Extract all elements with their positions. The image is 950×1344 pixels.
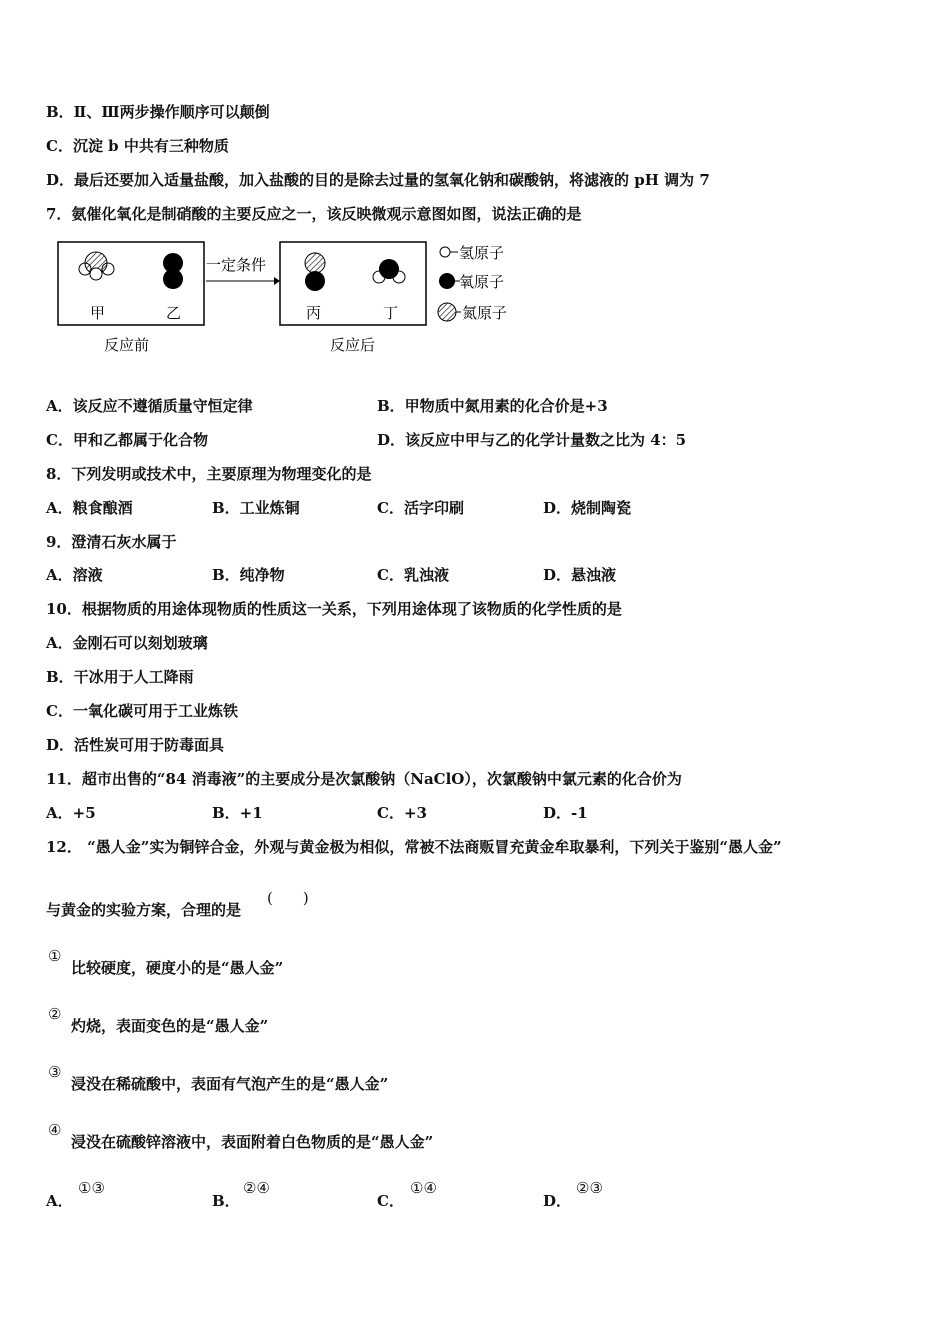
q12-item3-text: 浸没在稀硫酸中，表面有气泡产生的是“愚人金”: [71, 1075, 389, 1093]
q11-option-c: C．+3: [377, 804, 427, 822]
q11-option-a: A．+5: [46, 804, 96, 822]
q12-option-a-value: ①③: [78, 1179, 105, 1197]
legend-nitrogen: [438, 303, 507, 322]
q7-option-b: B．甲物质中氮用素的化合价是+3: [377, 397, 608, 415]
svg-text:氧原子: 氧原子: [459, 273, 505, 291]
q10-stem: 10．根据物质的用途体现物质的性质这一关系，下列用途体现了该物质的化学性质的是: [46, 600, 622, 618]
q10-option-c: C．一氧化碳可用于工业炼铁: [46, 702, 238, 720]
q12-item2-num: ②: [48, 1005, 62, 1023]
q8-option-a: A．粮食酿酒: [46, 499, 133, 517]
svg-text:氮原子: 氮原子: [462, 304, 508, 322]
q6-option-b: B．Ⅱ、Ⅲ两步操作顺序可以颠倒: [46, 103, 270, 121]
q8-option-d: D．烧制陶瓷: [543, 499, 632, 517]
label-ding: 丁: [383, 304, 399, 322]
q12-option-b: B．: [212, 1192, 240, 1210]
label-bing: 丙: [306, 304, 322, 322]
q12-stem-line2: 与黄金的实验方案，合理的是: [46, 901, 242, 919]
q12-stem-line1: 12． “愚人金”实为铜锌合金，外观与黄金极为相似，常被不法商贩冒充黄金牟取暴利，下列关于鉴别“愚人金”: [46, 838, 782, 856]
before-box: [58, 242, 204, 325]
q9-stem: 9．澄清石灰水属于: [46, 533, 177, 551]
q12-option-d: D．: [543, 1192, 572, 1210]
legend-oxygen: [439, 273, 504, 291]
q12-item4-num: ④: [48, 1121, 62, 1139]
label-after: 反应后: [330, 336, 376, 354]
q6-option-d: D．最后还要加入适量盐酸，加入盐酸的目的是除去过量的氢氧化钠和碳酸钠，将滤液的 pH 调为 7: [46, 171, 710, 189]
q8-option-c: C．活字印刷: [377, 499, 464, 517]
q12-item1-num: ①: [48, 947, 62, 965]
legend-hydrogen: [440, 244, 504, 262]
q9-option-d: D．悬浊液: [543, 566, 617, 584]
label-yi: 乙: [166, 304, 182, 322]
q7-stem: 7．氨催化氧化是制硝酸的主要反应之一，该反映微观示意图如图，说法正确的是: [46, 205, 582, 223]
q6-option-c: C．沉淀 b 中共有三种物质: [46, 137, 229, 155]
q11-option-b: B．+1: [212, 804, 263, 822]
svg-text:氢原子: 氢原子: [459, 244, 505, 262]
jia-molecule: [79, 252, 114, 280]
q12-option-d-value: ②③: [576, 1179, 603, 1197]
q8-option-b: B．工业炼铜: [212, 499, 300, 517]
q10-option-b: B．干冰用于人工降雨: [46, 668, 194, 686]
label-before: 反应前: [104, 336, 150, 354]
reaction-diagram: [56, 236, 556, 366]
q7-option-a: A．该反应不遵循质量守恒定律: [46, 397, 253, 415]
q12-item3-num: ③: [48, 1063, 62, 1081]
yi-molecule: [163, 253, 183, 289]
q9-option-c: C．乳浊液: [377, 566, 449, 584]
after-box: [280, 242, 426, 325]
q12-option-c-value: ①④: [410, 1179, 437, 1197]
bing-molecule: [305, 253, 325, 291]
q7-option-d: D．该反应中甲与乙的化学计量数之比为 4：5: [377, 431, 687, 449]
q12-item4-text: 浸没在硫酸锌溶液中，表面附着白色物质的是“愚人金”: [71, 1133, 434, 1151]
q12-option-b-value: ②④: [243, 1179, 270, 1197]
q10-option-d: D．活性炭可用于防毒面具: [46, 736, 225, 754]
q9-option-b: B．纯净物: [212, 566, 285, 584]
q11-option-d: D．-1: [543, 804, 588, 822]
q10-option-a: A．金刚石可以刻划玻璃: [46, 634, 208, 652]
q11-stem: 11．超市出售的“84 消毒液”的主要成分是次氯酸钠（NaClO），次氯酸钠中氯元素的化合价为: [46, 770, 682, 788]
arrow-condition: 一定条件: [206, 256, 267, 274]
q12-option-a: A．: [46, 1192, 73, 1210]
label-jia: 甲: [90, 304, 106, 322]
q12-item2-text: 灼烧，表面变色的是“愚人金”: [71, 1017, 269, 1035]
q7-option-c: C．甲和乙都属于化合物: [46, 431, 208, 449]
ding-molecule: [373, 259, 405, 283]
q12-item1-text: 比较硬度，硬度小的是“愚人金”: [71, 959, 284, 977]
q8-stem: 8．下列发明或技术中，主要原理为物理变化的是: [46, 465, 372, 483]
q12-answer-paren: ( ): [267, 889, 309, 907]
q12-option-c: C．: [377, 1192, 404, 1210]
q9-option-a: A．溶液: [46, 566, 103, 584]
